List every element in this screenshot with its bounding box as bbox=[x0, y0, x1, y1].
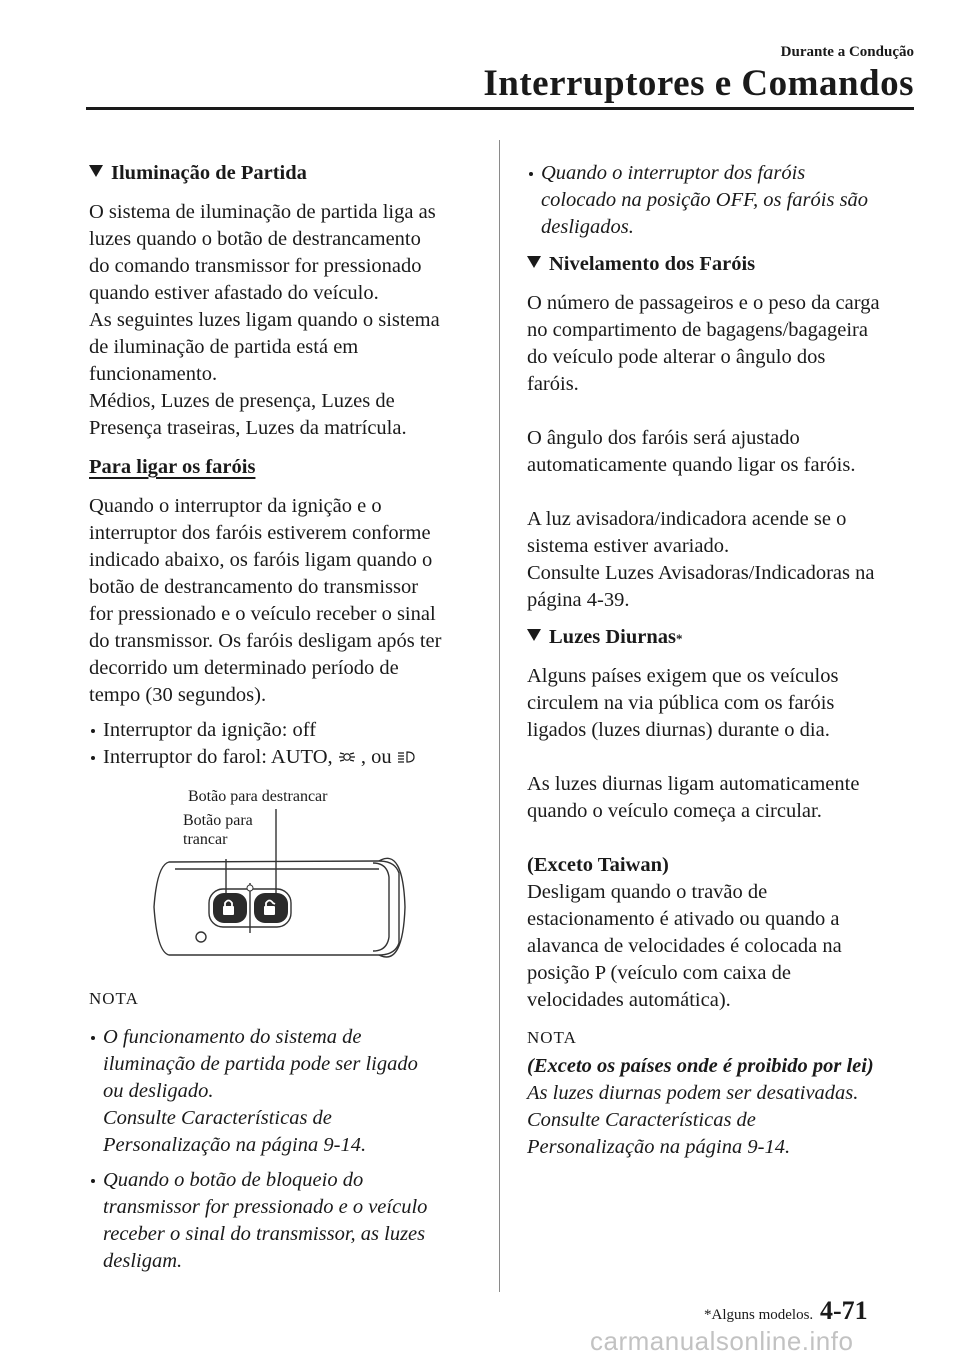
footnote: *Alguns modelos. bbox=[704, 1307, 814, 1323]
text-line: A luz avisadora/indicadora acende se o bbox=[527, 508, 847, 530]
taiwan-paragraph bbox=[527, 879, 922, 1014]
key-fob-drawing bbox=[151, 787, 481, 977]
list-item-text: Interruptor da ignição: off bbox=[103, 719, 317, 741]
text-line: botão de destrancamento do transmissor bbox=[89, 576, 419, 598]
spacer bbox=[527, 398, 922, 425]
text-line: indicado abaixo, os faróis ligam quando o bbox=[89, 549, 433, 571]
lock-button-label-line1: Botão para bbox=[183, 812, 253, 829]
left-column bbox=[89, 160, 474, 1275]
text-line: transmissor for pressionado e o veículo bbox=[103, 1196, 428, 1218]
text-line: O número de passageiros e o peso da carga bbox=[527, 292, 880, 314]
heading-luzes-diurnas: Luzes Diurnas * bbox=[527, 624, 922, 651]
text-line: iluminação de partida pode ser ligado bbox=[103, 1053, 418, 1075]
nota-item bbox=[89, 1167, 474, 1275]
key-fob-figure bbox=[151, 787, 481, 977]
triangle-bullet-icon bbox=[89, 165, 103, 177]
header-section: Durante a Condução bbox=[780, 44, 914, 60]
text-line: Presença traseiras, Luzes da matrícula. bbox=[89, 417, 407, 439]
text-line: colocado na posição OFF, os faróis são bbox=[541, 189, 869, 211]
triangle-bullet-icon bbox=[527, 256, 541, 268]
text-line: velocidades automática). bbox=[527, 989, 731, 1011]
text-line: O ângulo dos faróis será ajustado bbox=[527, 427, 800, 449]
heading-nivelamento bbox=[527, 251, 922, 278]
bullet-dot-icon bbox=[91, 729, 95, 733]
text-line: receber o sinal do transmissor, as luzes bbox=[103, 1223, 426, 1245]
text-line: Quando o interruptor da ignição e o bbox=[89, 495, 382, 517]
text-line: Alguns países exigem que os veículos bbox=[527, 665, 839, 687]
page-title: Interruptores e Comandos bbox=[483, 63, 914, 104]
text-line: Quando o interruptor dos faróis bbox=[541, 162, 806, 184]
text-line: Consulte Características de bbox=[527, 1109, 756, 1131]
text-line: ou desligado. bbox=[103, 1080, 214, 1102]
heading-text: Luzes Diurnas bbox=[549, 626, 677, 648]
unlock-button-label: Botão para destrancar bbox=[188, 788, 328, 805]
text-line: Consulte Luzes Avisadoras/Indicadoras na bbox=[527, 562, 875, 584]
intro-paragraph bbox=[89, 199, 474, 442]
text-line: Personalização na página 9-14. bbox=[527, 1136, 791, 1158]
headlight-icon bbox=[397, 750, 415, 764]
right-column bbox=[527, 160, 922, 1161]
spacer bbox=[527, 825, 922, 852]
text-line: O sistema de iluminação de partida liga as bbox=[89, 201, 436, 223]
list-item-text: , ou bbox=[360, 746, 397, 768]
text-line: interruptor dos faróis estiverem conforme bbox=[89, 522, 431, 544]
nota-condition: (Exceto os países onde é proibido por lei) bbox=[527, 1055, 874, 1077]
text-line: automaticamente quando ligar os faróis. bbox=[527, 454, 856, 476]
page-number: 4-71 bbox=[820, 1296, 868, 1325]
text-line: luzes quando o botão de destrancamento bbox=[89, 228, 421, 250]
nivel-paragraph-1 bbox=[527, 290, 922, 398]
text-line: decorrido um determinado período de bbox=[89, 657, 399, 679]
nota-item bbox=[89, 1024, 474, 1159]
watermark: carmanualsonline.info bbox=[590, 1326, 854, 1356]
text-line: no compartimento de bagagens/bagageira bbox=[527, 319, 868, 341]
text-line: do veículo pode alterar o ângulo dos bbox=[527, 346, 826, 368]
list-item-text: Interruptor do farol: AUTO, bbox=[103, 746, 338, 768]
spacer bbox=[527, 479, 922, 506]
heading-iluminacao bbox=[89, 160, 474, 187]
column-divider bbox=[499, 140, 500, 1292]
nota-item bbox=[527, 160, 922, 241]
text-line: ligados (luzes diurnas) durante o dia. bbox=[527, 719, 830, 741]
text-line: do comando transmissor for pressionado bbox=[89, 255, 422, 277]
nota-title: NOTA bbox=[527, 1028, 577, 1047]
nota-title: NOTA bbox=[89, 989, 139, 1008]
bullet-dot-icon bbox=[91, 1036, 95, 1040]
text-line: desligados. bbox=[541, 216, 634, 238]
taiwan-title: (Exceto Taiwan) bbox=[527, 854, 669, 876]
text-line: As seguintes luzes ligam quando o sistema bbox=[89, 309, 440, 331]
text-line: funcionamento. bbox=[89, 363, 218, 385]
text-line: do transmissor. Os faróis desligam após ter bbox=[89, 630, 442, 652]
text-line: página 4-39. bbox=[527, 589, 630, 611]
lock-button-label-line2: trancar bbox=[183, 831, 228, 848]
bullet-dot-icon bbox=[91, 756, 95, 760]
bullet-dot-icon bbox=[529, 172, 533, 176]
text-line: As luzes diurnas podem ser desativadas. bbox=[527, 1082, 859, 1104]
text-line: quando estiver afastado do veículo. bbox=[89, 282, 379, 304]
text-line: faróis. bbox=[527, 373, 579, 395]
text-line: Médios, Luzes de presença, Luzes de bbox=[89, 390, 395, 412]
text-line: alavanca de velocidades é colocada na bbox=[527, 935, 842, 957]
diurnas-paragraph-2 bbox=[527, 771, 922, 825]
nivel-paragraph-2 bbox=[527, 425, 922, 479]
heading-text: Iluminação de Partida bbox=[111, 162, 307, 184]
text-line: Quando o botão de bloqueio do bbox=[103, 1169, 364, 1191]
text-line: posição P (veículo com caixa de bbox=[527, 962, 791, 984]
triangle-bullet-icon bbox=[527, 629, 541, 641]
heading-text: Nivelamento dos Faróis bbox=[549, 253, 756, 275]
text-line: estacionamento é ativado ou quando a bbox=[527, 908, 840, 930]
parking-lights-icon bbox=[338, 750, 356, 764]
text-line: tempo (30 segundos). bbox=[89, 684, 267, 706]
diurnas-paragraph-1 bbox=[527, 663, 922, 744]
list-item bbox=[89, 744, 474, 771]
subheading-ligar-farois: Para ligar os faróis bbox=[89, 456, 256, 478]
list-item bbox=[89, 717, 474, 744]
text-line: for pressionado e o veículo receber o sinal bbox=[89, 603, 436, 625]
text-line: Desligam quando o travão de bbox=[527, 881, 768, 903]
bullet-dot-icon bbox=[91, 1179, 95, 1183]
nivel-paragraph-3 bbox=[527, 506, 922, 614]
header-rule bbox=[86, 107, 914, 110]
spacer bbox=[527, 744, 922, 771]
text-line: Personalização na página 9-14. bbox=[103, 1134, 367, 1156]
text-line: de iluminação de partida está em bbox=[89, 336, 359, 358]
nota-paragraph bbox=[527, 1080, 922, 1161]
text-line: circulem na via pública com os faróis bbox=[527, 692, 835, 714]
text-line: O funcionamento do sistema de bbox=[103, 1026, 362, 1048]
text-line: Consulte Características de bbox=[103, 1107, 332, 1129]
text-line: sistema estiver avariado. bbox=[527, 535, 730, 557]
text-line: desligam. bbox=[103, 1250, 183, 1272]
body-paragraph bbox=[89, 493, 474, 709]
text-line: As luzes diurnas ligam automaticamente bbox=[527, 773, 860, 795]
text-line: quando o veículo começa a circular. bbox=[527, 800, 822, 822]
